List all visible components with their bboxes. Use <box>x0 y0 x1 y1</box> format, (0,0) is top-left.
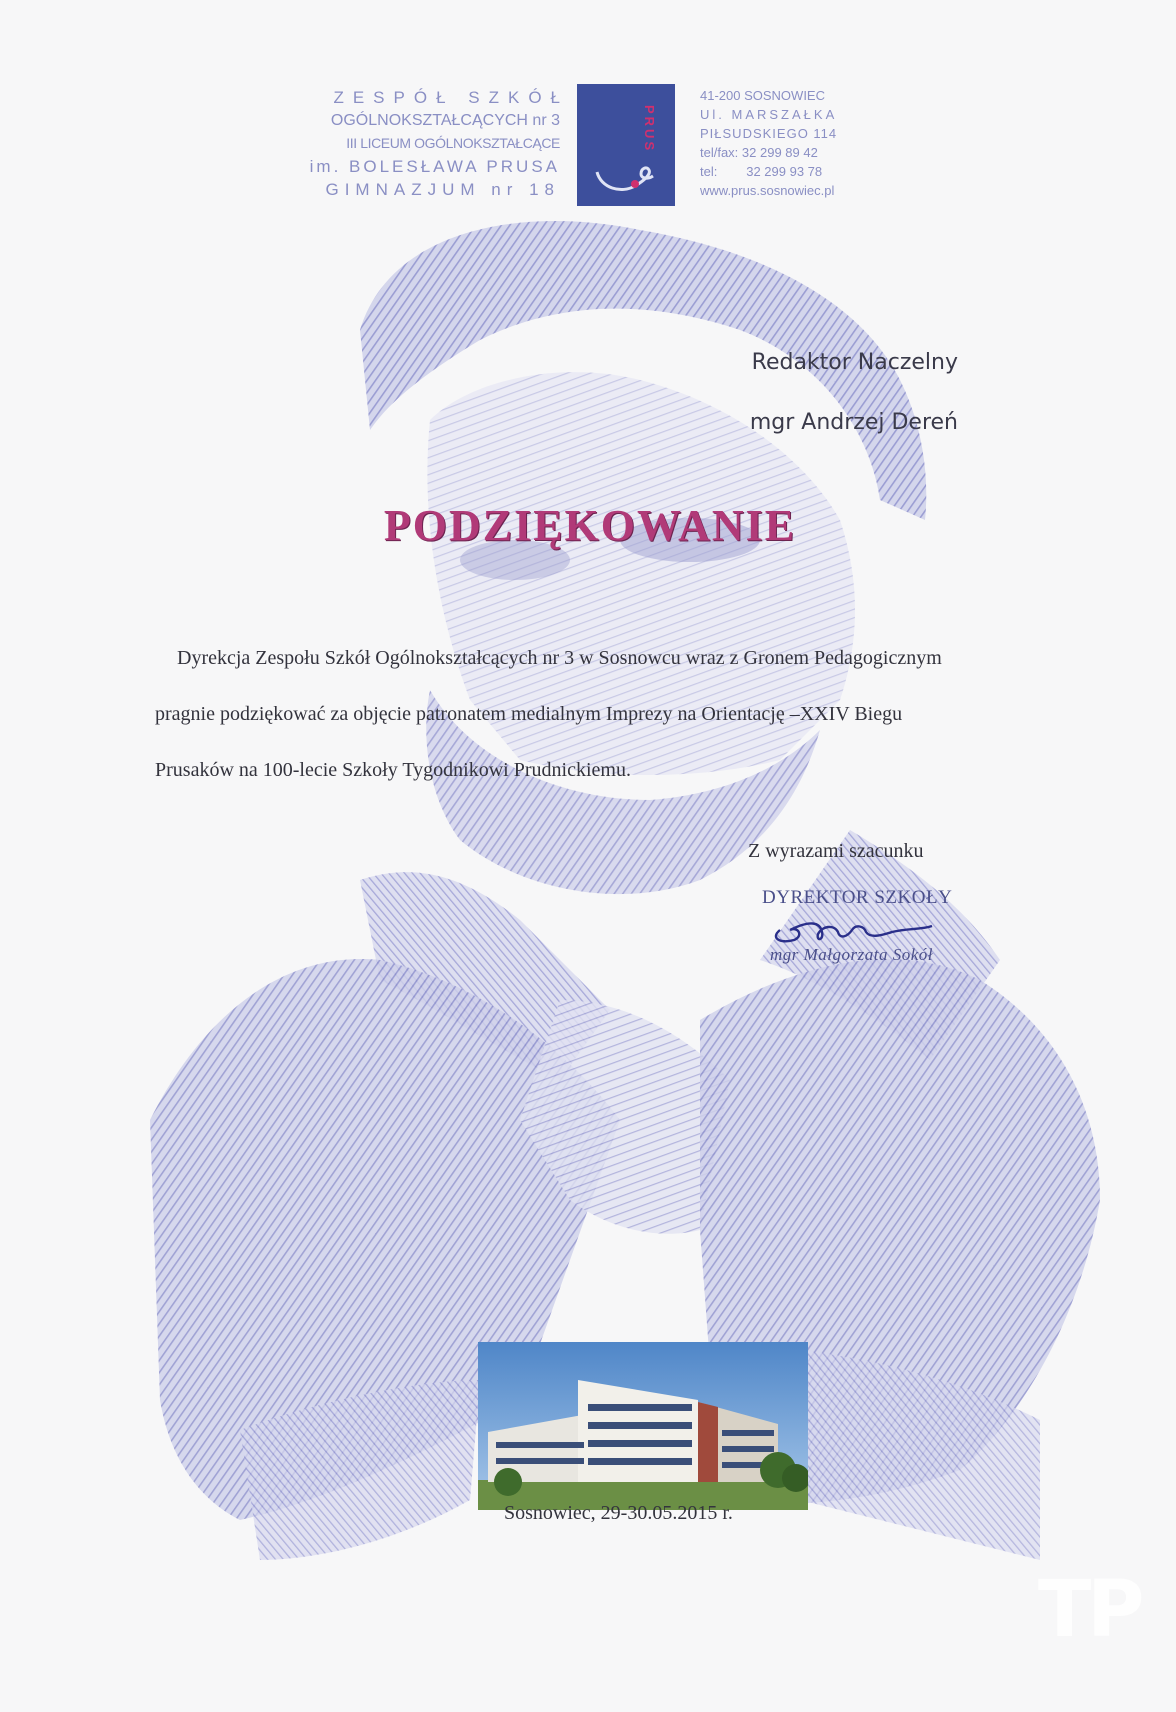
school-logo-text: PRUS <box>642 104 657 154</box>
letterhead-contact-line: PIŁSUDSKIEGO 114 <box>700 126 838 141</box>
school-logo <box>577 84 675 206</box>
school-building-photo <box>478 1342 808 1510</box>
letterhead-contact-line: tel: 32 299 93 78 <box>700 164 823 179</box>
stamp-title: DYREKTOR SZKOŁY <box>762 887 953 908</box>
date-line: Sosnowiec, 29-30.05.2015 r. <box>504 1502 733 1524</box>
body-line: Prusaków na 100-lecie Szkoły Tygodnikowi Prudnickiemu. <box>155 759 631 781</box>
letterhead-contact <box>700 86 880 200</box>
letter-title: PODZIĘKOWANIE <box>383 501 797 550</box>
body-line: Dyrekcja Zespołu Szkół Ogólnokształcących nr 3 w Sosnowcu wraz z Gronem Pedagogicznym <box>177 647 942 669</box>
letterhead-contact-line: Ul. MARSZAŁKA <box>700 107 838 122</box>
letterhead-contact-line: 41-200 SOSNOWIEC <box>700 88 825 103</box>
letterhead-line: ZESPÓŁ SZKÓŁ <box>333 88 569 107</box>
signature-icon <box>760 900 950 950</box>
addressee <box>750 333 958 453</box>
body-line: pragnie podziękować za objęcie patronatem medialnym Imprezy na Orientację –XXIV Biegu <box>155 703 903 725</box>
letterhead-line: GIMNAZJUM nr 18 <box>325 180 560 199</box>
letterhead-school-name <box>300 86 569 201</box>
letterhead-line: OGÓLNOKSZTAŁCĄCYCH nr 3 <box>330 112 560 129</box>
letter-body <box>155 630 1135 798</box>
stamp-name: mgr Małgorzata Sokół <box>770 945 933 964</box>
letterhead-line: im. BOLESŁAWA PRUSA <box>309 157 560 176</box>
addressee-role: Redaktor Naczelny <box>751 350 958 375</box>
closing-regards: Z wyrazami szacunku <box>748 840 924 862</box>
addressee-name: mgr Andrzej Dereń <box>749 410 958 435</box>
watermark-logo: TP <box>1038 1565 1141 1655</box>
letterhead-contact-line: tel/fax: 32 299 89 42 <box>700 145 818 160</box>
letterhead-line: III LICEUM OGÓLNOKSZTAŁCĄCE <box>346 135 560 151</box>
letterhead-website: www.prus.sosnowiec.pl <box>700 183 835 198</box>
school-logo-swirl-icon <box>591 164 661 198</box>
